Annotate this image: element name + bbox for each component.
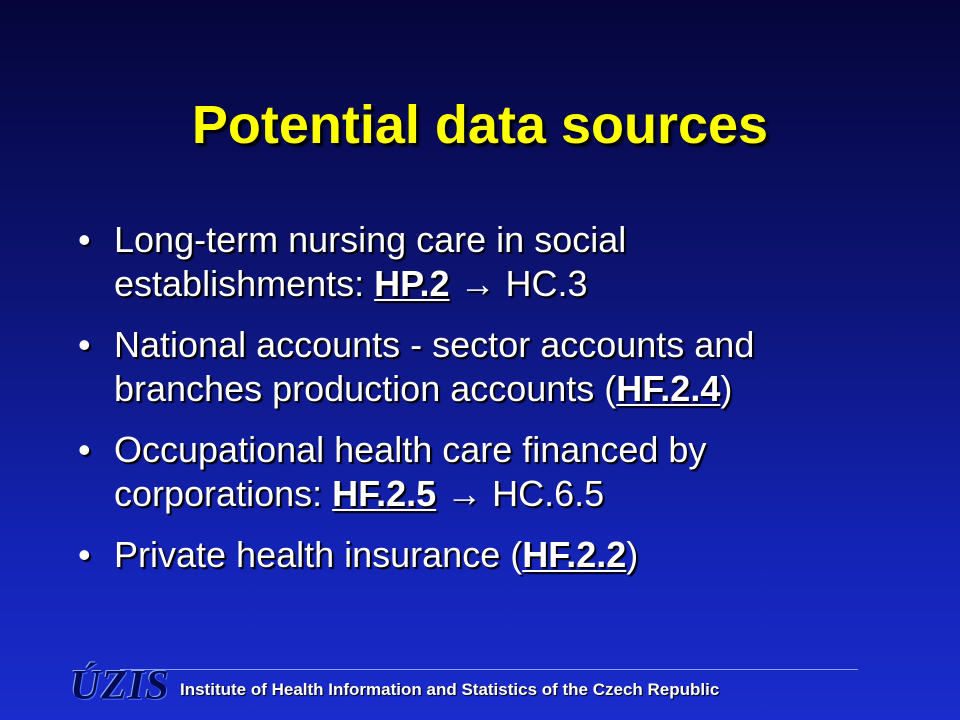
bullet-text-prefix: branches production accounts (	[114, 368, 617, 409]
bullet-marker: •	[78, 429, 91, 470]
bullet-text-suffix: → HC.6.5	[436, 473, 605, 514]
bullet-text-line1: Occupational health care financed by	[114, 429, 707, 470]
logo-text: ÚZIS	[70, 663, 170, 709]
footer-divider	[120, 669, 858, 670]
classification-code: HP.2	[374, 263, 450, 304]
footer-institution: Institute of Health Information and Statistics of the Czech Republic	[180, 680, 720, 699]
classification-code: HF.2.2	[522, 534, 627, 575]
bullet-text-line1: National accounts - sector accounts and	[114, 324, 755, 365]
uzis-logo	[70, 660, 170, 718]
bullet-text-prefix: Private health insurance (	[114, 534, 523, 575]
bullet-text-suffix: )	[720, 368, 733, 409]
bullet-marker: •	[78, 324, 91, 365]
bullet-item	[78, 323, 938, 411]
bullet-item	[78, 533, 938, 577]
bullet-marker: •	[78, 219, 91, 260]
bullet-marker: •	[78, 534, 91, 575]
bullet-list	[78, 218, 938, 594]
bullet-item	[78, 218, 938, 306]
bullet-text-line1: Long-term nursing care in social	[114, 219, 627, 260]
classification-code: HF.2.4	[616, 368, 721, 409]
bullet-text-suffix: )	[626, 534, 639, 575]
bullet-item	[78, 428, 938, 516]
bullet-text-prefix: corporations:	[114, 473, 333, 514]
classification-code: HF.2.5	[332, 473, 437, 514]
slide-title: Potential data sources	[191, 95, 769, 155]
bullet-text-suffix: → HC.3	[449, 263, 588, 304]
bullet-text-prefix: establishments:	[114, 263, 375, 304]
